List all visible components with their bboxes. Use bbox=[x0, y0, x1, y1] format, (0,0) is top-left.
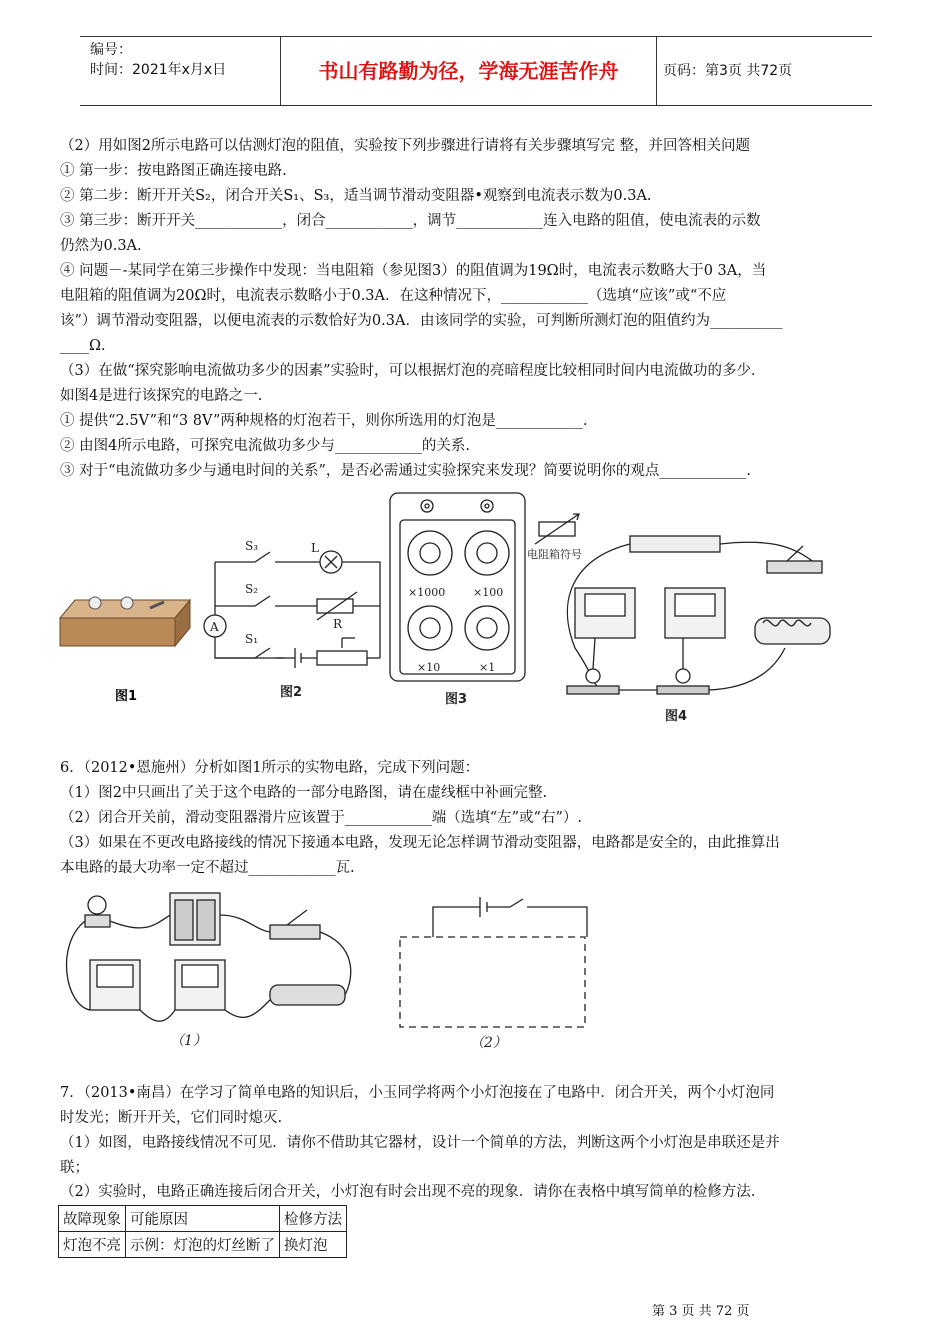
text-line: （1）图2中只画出了关于这个电路的一部分电路图，请在虚线框中补画完整. bbox=[60, 785, 548, 801]
diagram-q6 bbox=[400, 897, 587, 1051]
text-line: 仍然为0.3A. bbox=[60, 238, 142, 254]
table-header-row bbox=[59, 1206, 347, 1232]
text-line: 时发光；断开开关，它们同时熄灭. bbox=[60, 1110, 283, 1126]
s2-label: S₂ bbox=[245, 582, 259, 596]
text-line: （3）如果在不更改电路接线的情况下接通本电路，发现无论怎样调节滑动变阻器，电路都是安全的，由此推算出 bbox=[60, 835, 780, 851]
s1-label: S₁ bbox=[245, 632, 259, 646]
text-line: ① 提供“2.5V”和“3 8V”两种规格的灯泡若干，则你所选用的灯泡是____________. bbox=[60, 413, 588, 429]
table-cell: 换灯泡 bbox=[280, 1232, 347, 1258]
repair-table bbox=[58, 1205, 347, 1258]
text-line: ③ 第三步：断开开关____________，闭合____________，调节____________连入电路的阻值，使电流表的示数 bbox=[60, 213, 761, 229]
code-label: 编号： bbox=[90, 42, 132, 58]
x1000-label: ×1000 bbox=[408, 586, 446, 599]
x10-label: ×10 bbox=[417, 661, 441, 674]
r-label: R bbox=[333, 617, 343, 631]
date-label: 时间：2021年x月x日 bbox=[90, 62, 227, 78]
ammeter-label: A bbox=[210, 620, 219, 634]
fig1-caption: 图1 bbox=[115, 689, 138, 704]
text-line: 如图4是进行该探究的电路之一. bbox=[60, 388, 263, 404]
text-line: 6．（2012•恩施州）分析如图1所示的实物电路，完成下列问题： bbox=[60, 760, 480, 776]
table-header: 故障现象 bbox=[59, 1206, 126, 1232]
motto: 书山有路勤为径，学海无涯苦作舟 bbox=[281, 37, 657, 105]
fig1-board bbox=[60, 597, 190, 704]
fig2-caption: 图2 bbox=[280, 685, 303, 700]
text-line: 电阻箱的阻值调为20Ω时，电流表示数略小于0.3A．在这种情况下，____________（选填“应该”或“不应 bbox=[60, 288, 727, 304]
fig2-circuit bbox=[204, 539, 380, 700]
text-line: 联； bbox=[60, 1160, 89, 1176]
text-line: 本电路的最大功率一定不超过____________瓦. bbox=[60, 860, 355, 876]
text-line: ① 第一步：按电路图正确连接电路. bbox=[60, 163, 287, 179]
text-line: ② 第二步：断开开关S₂，闭合开关S₁、S₃，适当调节滑动变阻器•观察到电流表示数为0.3A. bbox=[60, 188, 652, 204]
text-line: （2）用如图2所示电路可以估测灯泡的阻值，实验按下列步骤进行请将有关步骤填写完 整，并回答相关问题 bbox=[60, 138, 751, 154]
real-circuit-q6 bbox=[66, 893, 350, 1049]
text-line: （1）如图，电路接线情况不可见．请你不借助其它器材，设计一个简单的方法，判断这两个小灯泡是串联还是并 bbox=[60, 1135, 780, 1151]
table-cell: 示例：灯泡的灯丝断了 bbox=[126, 1232, 280, 1258]
text-line: （2）实验时，电路正确连接后闭合开关，小灯泡有时会出现不亮的现象．请你在表格中填写简单的检修方法. bbox=[60, 1184, 756, 1200]
box-symbol-label: 电阻箱符号 bbox=[527, 548, 582, 561]
table-cell: 灯泡不亮 bbox=[59, 1232, 126, 1258]
text-line: （2）闭合开关前，滑动变阻器滑片应该置于____________端（选填“左”或“右”）. bbox=[60, 810, 582, 826]
page-footer: 第 3 页 共 72 页 bbox=[652, 1304, 750, 1319]
cap-1: （1） bbox=[170, 1033, 207, 1049]
figures-circuit-2 bbox=[55, 885, 605, 1055]
lamp-label: L bbox=[311, 541, 319, 555]
cap-2: （2） bbox=[470, 1035, 507, 1051]
text-line: 7．（2013•南昌）在学习了简单电路的知识后，小玉同学将两个小灯泡接在了电路中．闭合开关，两个小灯泡同 bbox=[60, 1085, 775, 1101]
table-header: 可能原因 bbox=[126, 1206, 280, 1232]
text-line: ____Ω. bbox=[60, 338, 106, 354]
header-meta bbox=[80, 37, 281, 105]
table-header: 检修方法 bbox=[280, 1206, 347, 1232]
fig3-caption: 图3 bbox=[445, 692, 468, 707]
x1-label: ×1 bbox=[479, 661, 496, 674]
text-line: ③ 对于“电流做功多少与通电时间的关系”，是否必需通过实验探究来发现？简要说明你的观点____________. bbox=[60, 463, 752, 479]
figures-circuit-1 bbox=[55, 488, 895, 728]
text-line: ② 由图4所示电路，可探究电流做功多少与____________的关系. bbox=[60, 438, 470, 454]
fig3-resistance-box bbox=[390, 493, 582, 707]
text-line: 该”）调节滑动变阻器，以便电流表的示数恰好为0.3A．由该同学的实验，可判断所测灯泡的阻值约为__________ bbox=[60, 313, 783, 329]
x100-label: ×100 bbox=[473, 586, 504, 599]
page-header bbox=[80, 36, 872, 106]
text-line: （3）在做“探究影响电流做功多少的因素”实验时，可以根据灯泡的亮暗程度比较相同时间内电流做功的多少． bbox=[60, 363, 766, 379]
s3-label: S₃ bbox=[245, 539, 259, 553]
page-label: 页码：第3页 共72页 bbox=[663, 63, 793, 79]
fig4-real-circuit bbox=[567, 536, 830, 724]
table-row bbox=[59, 1232, 347, 1258]
fig4-caption: 图4 bbox=[665, 709, 688, 724]
text-line: ④ 问题－-某同学在第三步操作中发现：当电阻箱（参见图3）的阻值调为19Ω时，电流表示数略大于0 3A，当 bbox=[60, 263, 767, 279]
